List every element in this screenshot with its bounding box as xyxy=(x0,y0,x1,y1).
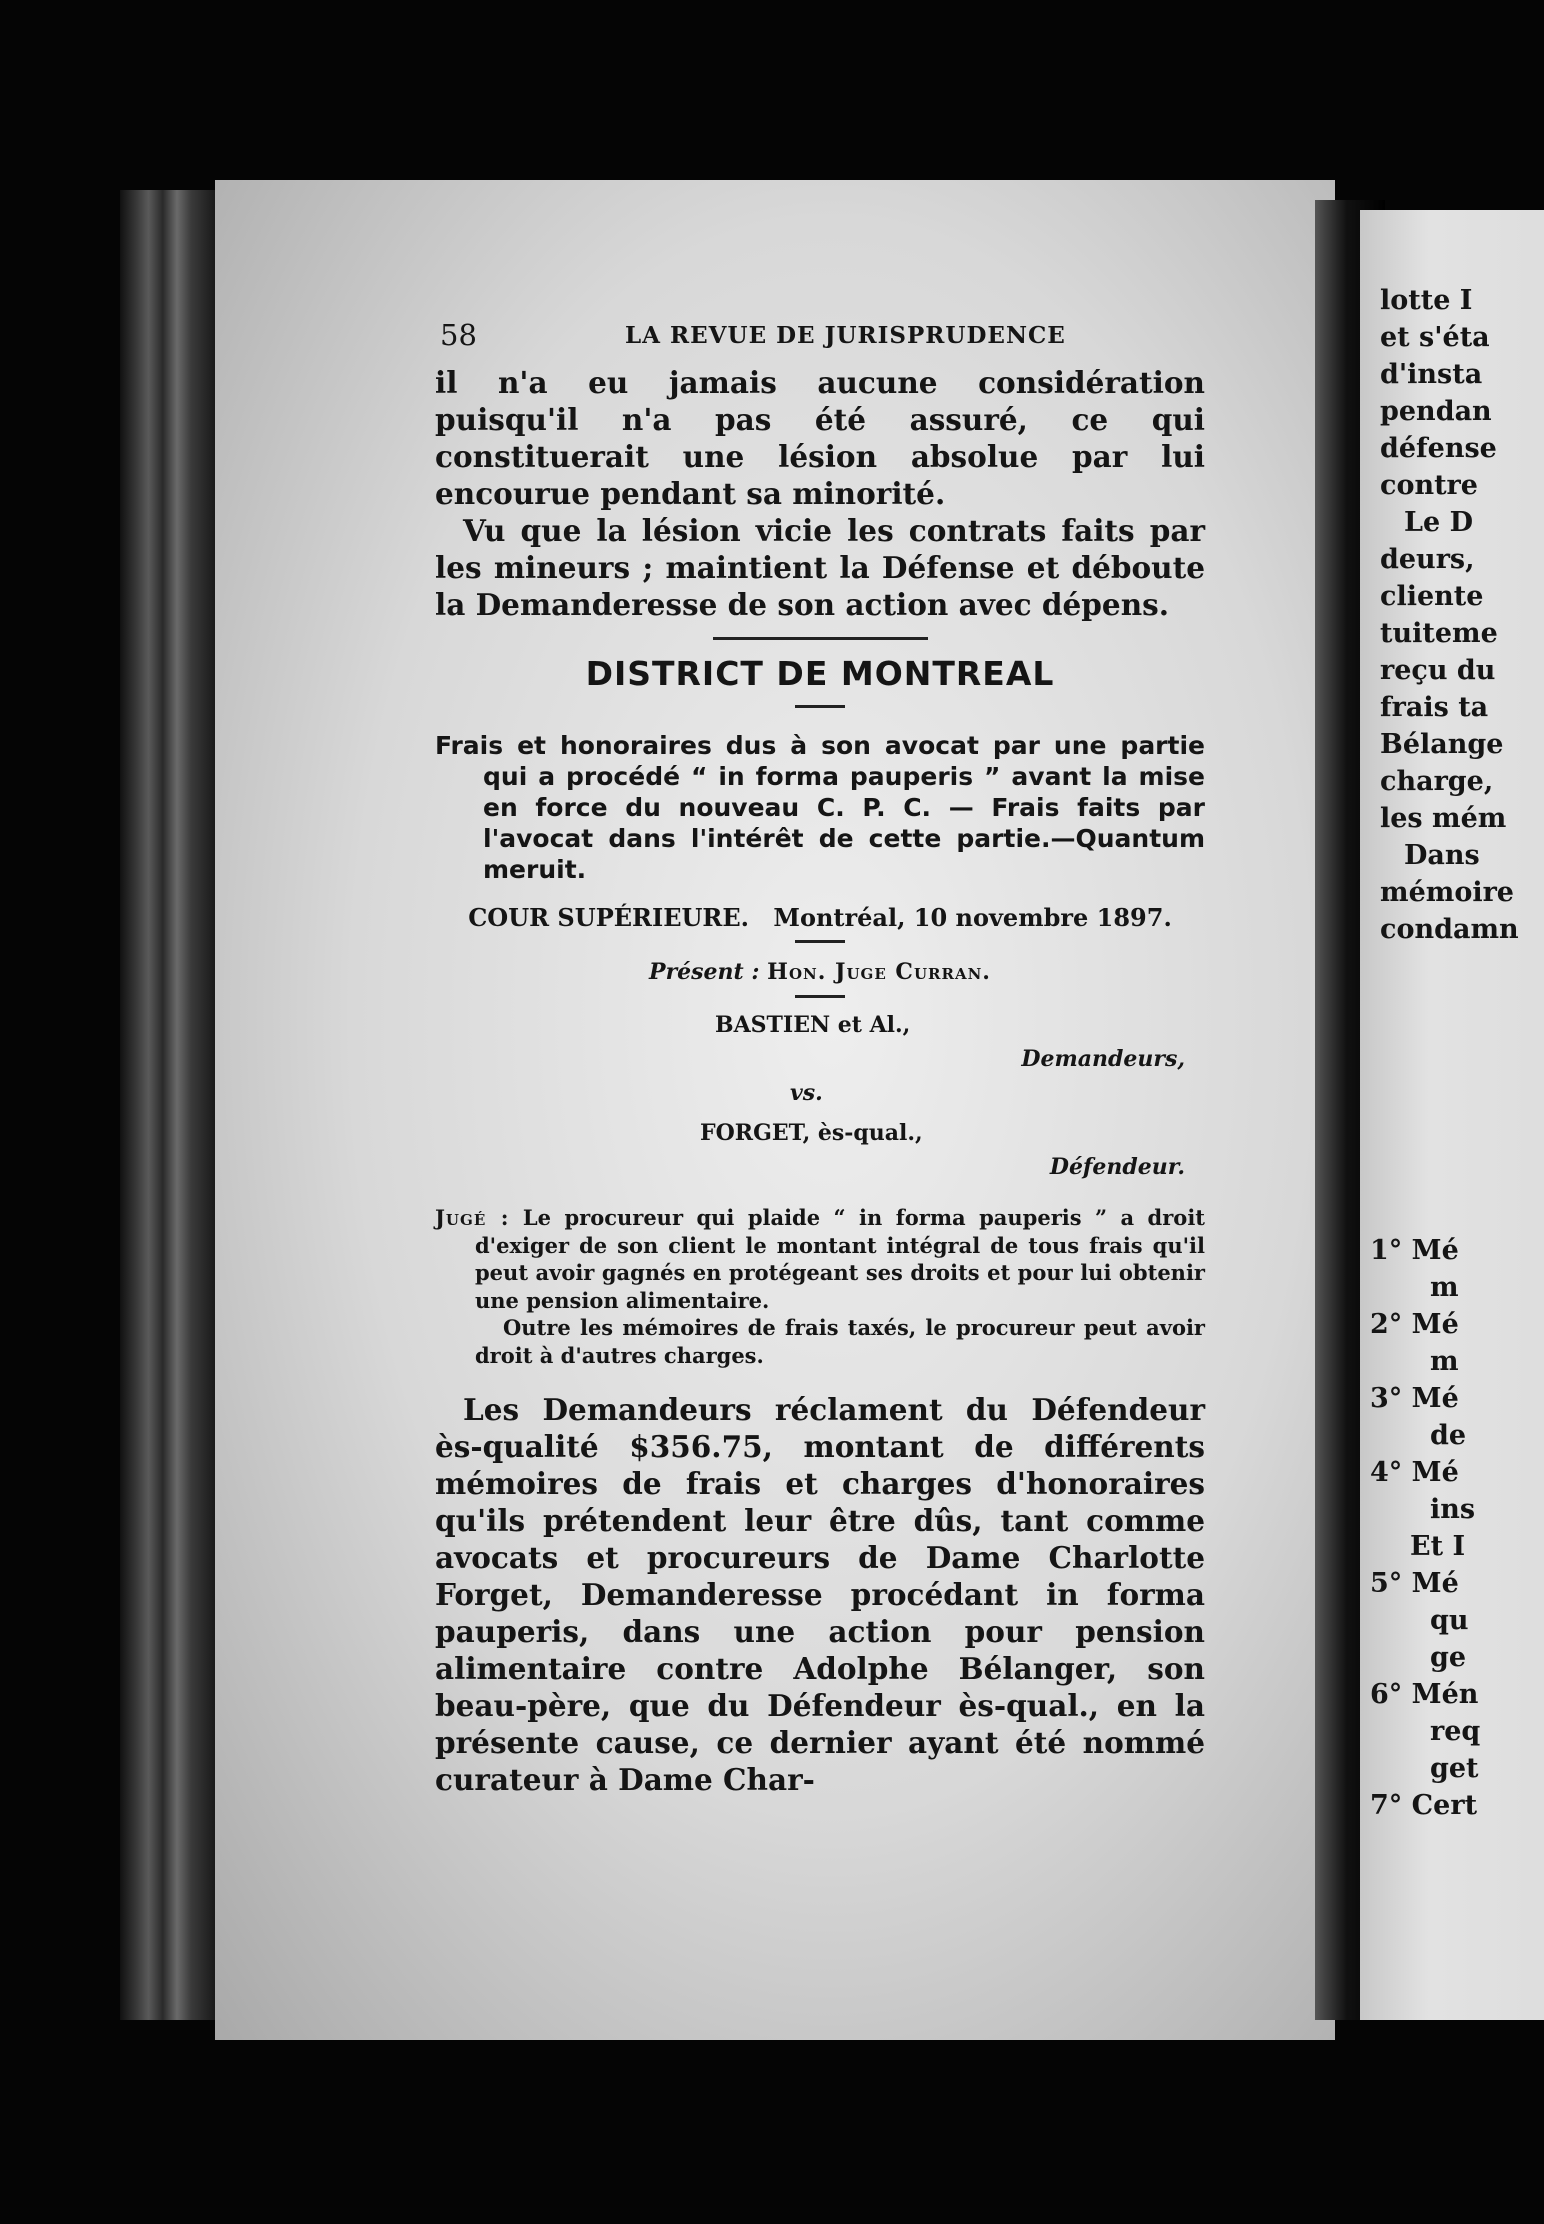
right-line: et s'éta xyxy=(1380,322,1490,353)
right-line: tuiteme xyxy=(1380,618,1498,649)
right-line: charge, xyxy=(1380,766,1494,797)
held-paragraph-2: Outre les mémoires de frais taxés, le procureur peut avoir droit à d'autres charges. xyxy=(475,1315,1205,1368)
right-line: deurs, xyxy=(1380,544,1475,575)
page-edges xyxy=(120,190,215,2020)
right-line: frais ta xyxy=(1380,692,1489,723)
right-list-item: get xyxy=(1430,1753,1479,1784)
present-label: Présent : xyxy=(649,959,760,985)
defendant-block xyxy=(435,1120,1205,1192)
court-name: COUR SUPÉRIEURE. xyxy=(468,903,750,932)
held-label: Jugé : xyxy=(435,1205,510,1230)
right-line: défense xyxy=(1380,433,1497,464)
right-line: Le D xyxy=(1404,507,1473,538)
right-line: condamn xyxy=(1380,914,1519,945)
right-list-item: ge xyxy=(1430,1642,1467,1673)
right-line: Dans xyxy=(1404,840,1480,871)
plaintiffs-name: BASTIEN et Al., xyxy=(715,1012,911,1038)
page-number: 58 xyxy=(440,318,477,352)
present-line xyxy=(435,959,1205,985)
right-line: contre xyxy=(1380,470,1478,501)
left-page-text xyxy=(435,318,1205,1798)
right-list-item: 2° Mé xyxy=(1370,1309,1459,1340)
right-line: les mém xyxy=(1380,803,1507,834)
right-line: cliente xyxy=(1380,581,1484,612)
right-line: reçu du xyxy=(1380,655,1496,686)
right-line: mémoire xyxy=(1380,877,1514,908)
paragraph-continuation: il n'a eu jamais aucune considération puisqu'il n'a pas été assuré, ce qui constituerait une lésion absolue par lui encourue pendant sa minorité. xyxy=(435,365,1205,511)
right-list-item: req xyxy=(1430,1716,1481,1747)
defendant-name: FORGET, ès-qual., xyxy=(700,1120,923,1146)
section-divider xyxy=(713,637,928,640)
right-list-item: Et I xyxy=(1410,1531,1466,1562)
court-rule xyxy=(795,940,845,943)
right-line: Bélange xyxy=(1380,729,1504,760)
right-page-list xyxy=(1370,1232,1480,1824)
right-list-item: 7° Cert xyxy=(1370,1790,1478,1821)
plaintiffs-block xyxy=(435,1012,1205,1084)
right-line: d'insta xyxy=(1380,359,1483,390)
right-list-item: 4° Mé xyxy=(1370,1457,1459,1488)
heading-rule xyxy=(795,705,845,708)
district-heading: DISTRICT DE MONTREAL xyxy=(585,654,1055,693)
present-rule xyxy=(795,995,845,998)
right-list-item: de xyxy=(1430,1420,1467,1451)
right-line: pendan xyxy=(1380,396,1492,427)
running-head xyxy=(435,318,1205,364)
right-line: lotte I xyxy=(1380,285,1473,316)
case-summary: Frais et honoraires dus à son avocat par une partie qui a procédé “ in forma pauperis ” avant la mise en force du nouveau C. P. C. — Frais faits par l'avocat dans l'intérêt de cette partie.—Quantum meruit. xyxy=(435,731,1205,884)
right-list-item: 1° Mé xyxy=(1370,1235,1459,1266)
held-paragraph xyxy=(435,1204,1205,1314)
court-line xyxy=(435,903,1205,932)
right-list-item: 6° Mén xyxy=(1370,1679,1479,1710)
versus: vs. xyxy=(790,1080,823,1106)
right-list-item: 5° Mé xyxy=(1370,1568,1459,1599)
versus-block xyxy=(435,1080,1205,1120)
place-date: Montréal, 10 novembre 1897. xyxy=(773,903,1172,932)
paragraph-judgment: Vu que la lésion vicie les contrats faits par les mineurs ; maintient la Défense et déboute la Demanderesse de son action avec dépens. xyxy=(435,513,1205,622)
journal-title: LA REVUE DE JURISPRUDENCE xyxy=(625,322,1066,349)
right-list-item: qu xyxy=(1430,1605,1469,1636)
right-page xyxy=(1360,210,1544,2020)
right-list-item: m xyxy=(1430,1272,1459,1303)
right-list-item: ins xyxy=(1430,1494,1476,1525)
main-paragraph: Les Demandeurs réclament du Défendeur ès-qualité $356.75, montant de différents mémoires de frais et charges d'honoraires qu'ils prétendent leur être dûs, tant comme avocats et procureurs de Dame Charlotte Forget, Demanderesse procédant in forma pauperis, dans une action pour pension alimentaire contre Adolphe Bélanger, son beau-père, que du Défendeur ès-qual., en la présente cause, ce dernier ayant été nommé curateur à Dame Char- xyxy=(435,1392,1205,1797)
right-list-item: m xyxy=(1430,1346,1459,1377)
judge-name: Hon. Juge Curran. xyxy=(767,959,991,985)
defendant-role: Défendeur. xyxy=(1049,1154,1185,1180)
plaintiffs-role: Demandeurs, xyxy=(1021,1046,1185,1072)
right-page-lines xyxy=(1380,282,1519,948)
right-list-item: 3° Mé xyxy=(1370,1383,1459,1414)
held-text: Le procureur qui plaide “ in forma pauperis ” a droit d'exiger de son client le montant intégral de tous frais qu'il peut avoir gagnés en protégeant ses droits et pour lui obtenir une pension alimentaire. xyxy=(475,1205,1205,1313)
